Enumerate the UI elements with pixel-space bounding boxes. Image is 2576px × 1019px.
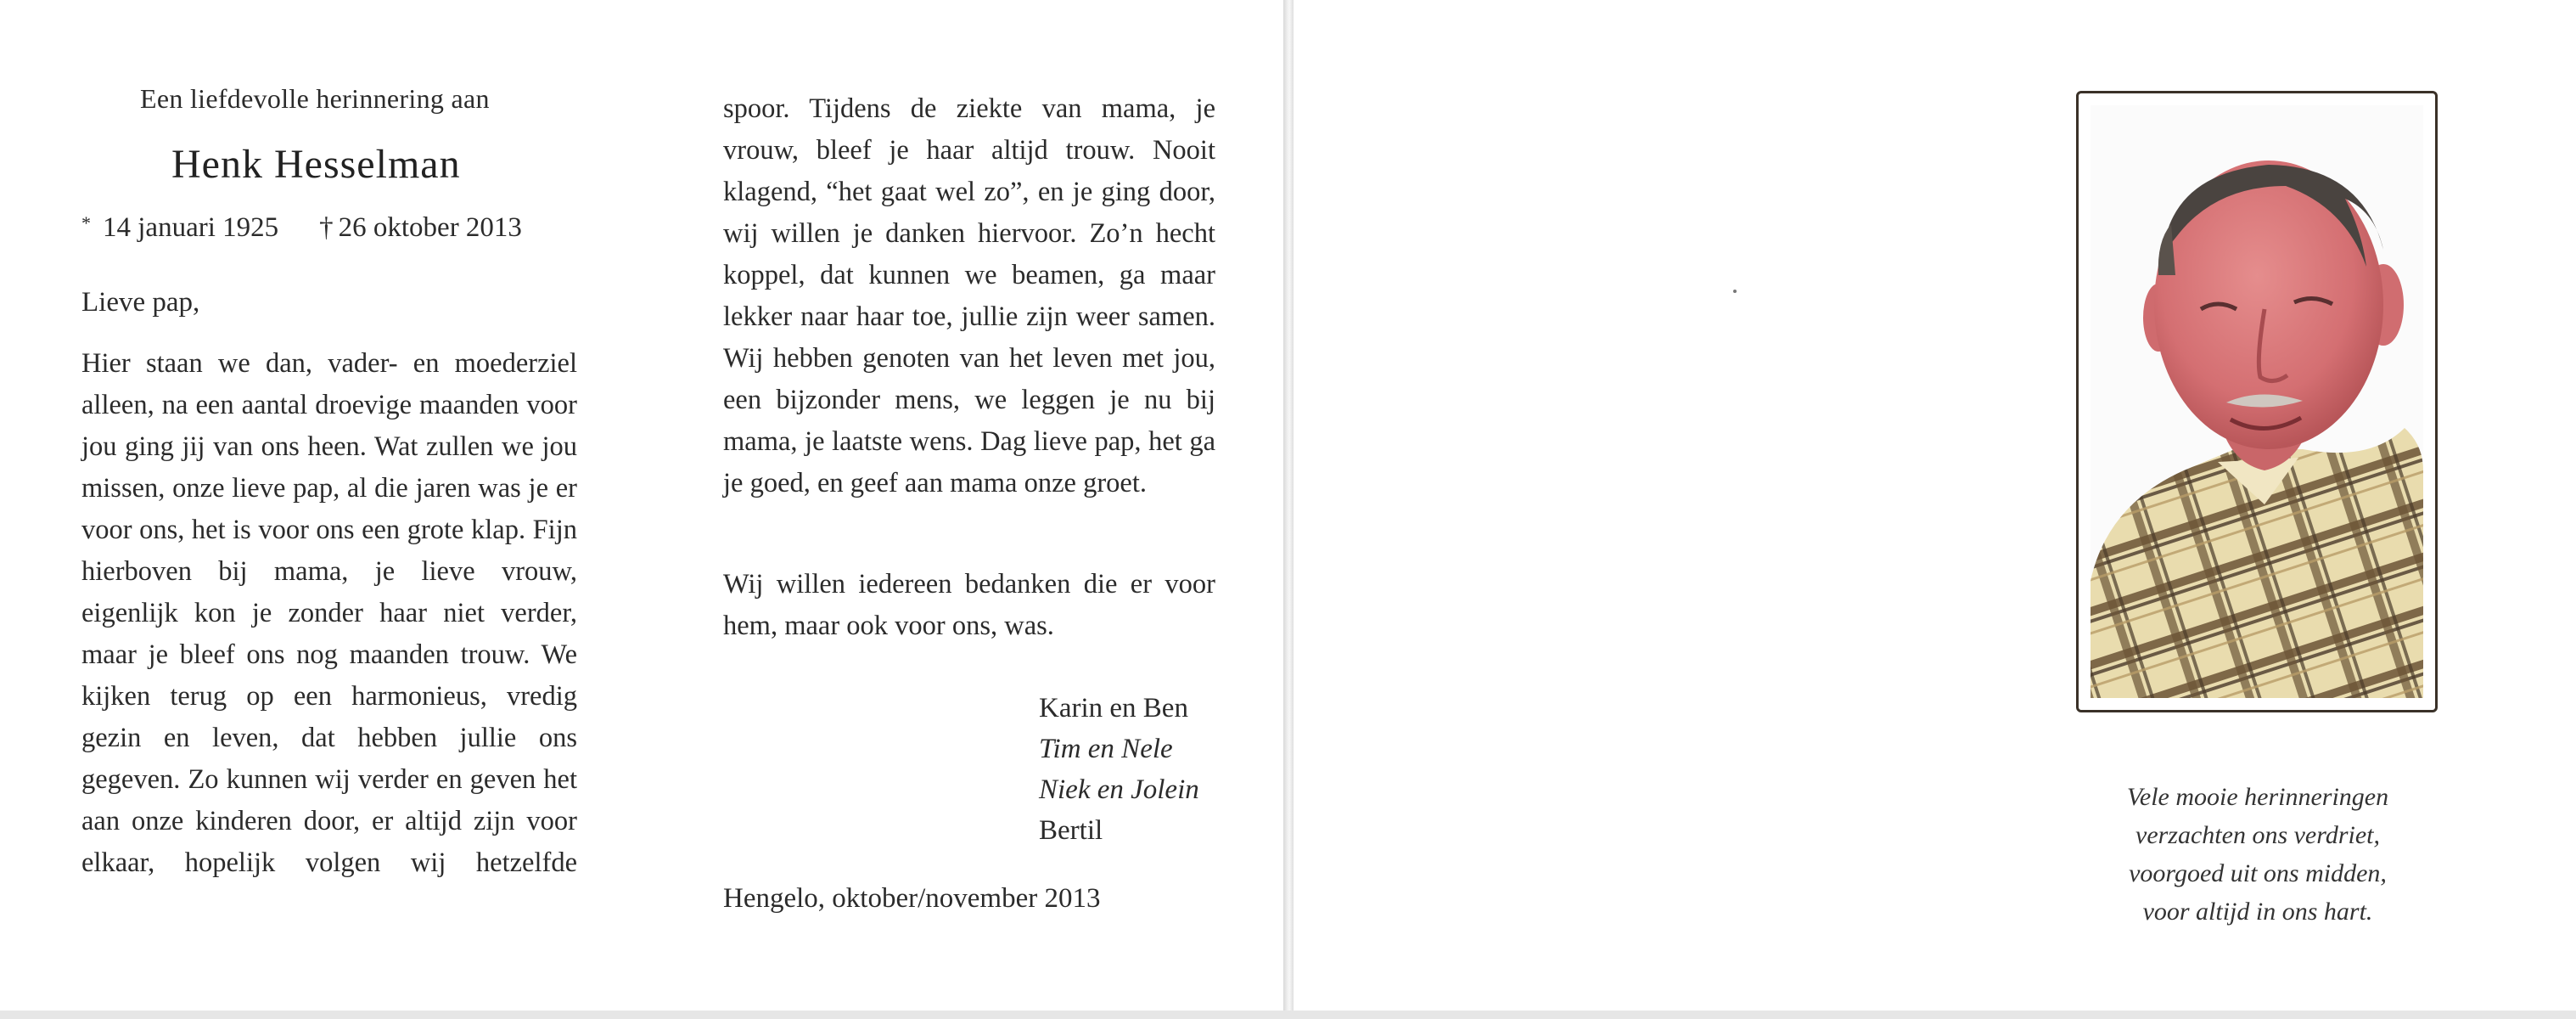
signature-line: Tim en Nele: [1039, 734, 1173, 764]
life-dates: [81, 212, 522, 244]
portrait-illustration-icon: [2091, 105, 2423, 698]
text-column-2: spoor. Tijdens de ziekte van mama, je vrouw, bleef je haar altijd trouw. Nooit klagend, “het gaat wel zo”, en je ging door, wij willen je danken hiervoor. Zo’n hecht koppel, dat kunnen we beamen, ga maar lekker naar haar toe, jullie zijn weer samen. Wij hebben genoten van het leven met jou, een bijzonder mens, we leggen je nu bij mama, je laatste wens. Dag lieve pap, het ga je goed, en geef aan mama onze groet.: [723, 93, 1215, 498]
left-card-page: [0, 0, 1283, 1011]
poem-line: verzachten ons verdriet,: [2135, 821, 2380, 849]
portrait-photo: [2091, 105, 2423, 698]
card-bottom-edge: [0, 1011, 2576, 1019]
poem-line: voorgoed uit ons midden,: [2129, 859, 2387, 887]
speck-dot: [1733, 290, 1737, 293]
poem-line: Vele mooie herinneringen: [2126, 783, 2389, 811]
intro-text: Een liefdevolle herinnering aan: [140, 83, 490, 114]
birth-date: 14 januari 1925: [103, 212, 279, 243]
death-cross-icon: †: [319, 212, 334, 243]
photo-frame: [2076, 91, 2438, 712]
poem-line: voor altijd in ons hart.: [2142, 898, 2373, 926]
card-fold: [1283, 0, 1294, 1019]
deceased-name: Henk Hesselman: [171, 142, 461, 187]
memorial-poem: [2020, 778, 2495, 931]
thanks-paragraph: Wij willen iedereen bedanken die er voor hem, maar ook voor ons, was.: [723, 569, 1215, 641]
place-date: Hengelo, oktober/november 2013: [723, 883, 1101, 914]
text-column-1: Hier staan we dan, vader- en moederziel alleen, na een aantal droevige maanden voor jou ging jij van ons heen. Wat zullen we jou missen, onze lieve pap, al die jaren was je er voor ons, het is voor ons een grote klap. Fijn hierboven bij mama, je lieve vrouw, eigenlijk kon je zonder haar niet verder, maar je bleef ons nog maanden trouw. We kijken terug op een harmonieus, vredig gezin en leven, dat hebben jullie ons gegeven. Zo kunnen wij verder en geven het aan onze kinderen door, er altijd zijn voor elkaar, hopelijk volgen wij hetzelfde: [81, 348, 577, 878]
death-date: 26 oktober 2013: [338, 212, 522, 243]
signatures: [1039, 688, 1199, 851]
birth-star-icon: *: [81, 212, 91, 234]
signature-line: Niek en Jolein: [1039, 774, 1199, 805]
salutation: Lieve pap,: [81, 287, 200, 318]
signature-line: Bertil: [1039, 815, 1103, 846]
signature-line: Karin en Ben: [1039, 693, 1188, 723]
